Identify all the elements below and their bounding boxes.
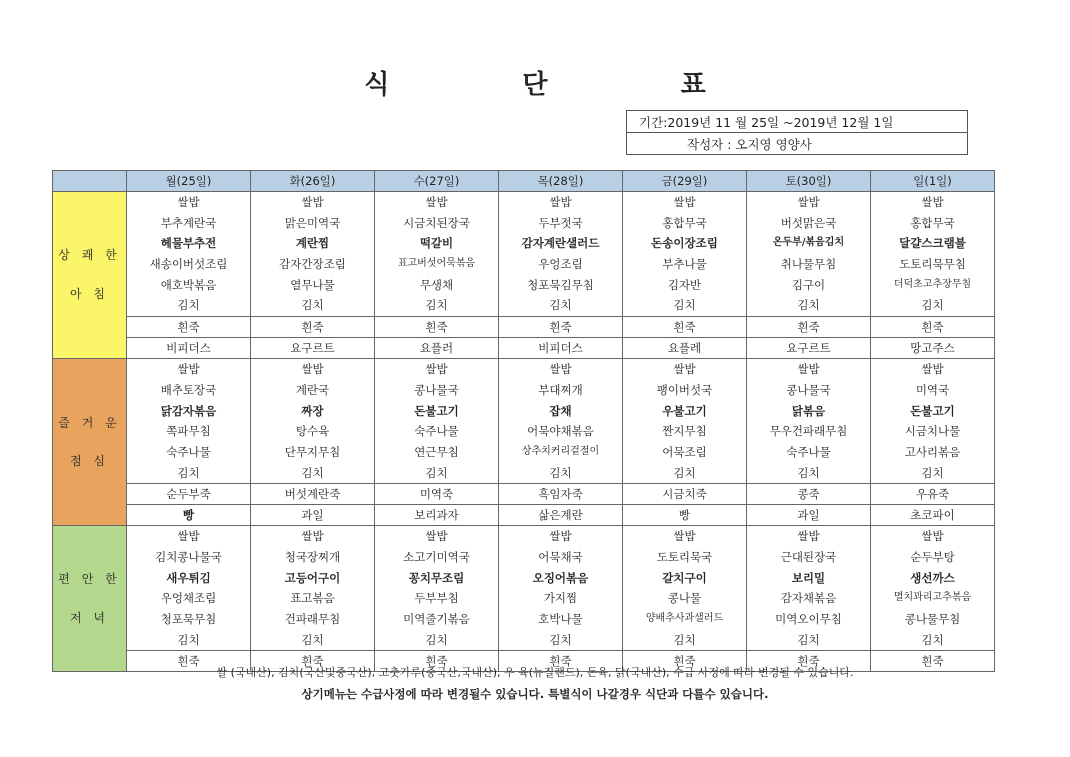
lunch-label-line1: 즐 거 운 [58,415,121,430]
porridge-cell: 우유죽 [871,484,995,505]
menu-cell [375,192,499,317]
menu-item: 근대된장국 [780,549,837,564]
menu-item: 쌀밥 [921,529,944,544]
dinner-label-line2: 저 녁 [70,610,109,625]
porridge-cell: 흰죽 [747,651,871,672]
menu-cell [747,526,871,651]
menu-item: 애호박볶음 [160,277,217,292]
menu-item: 쌀밥 [177,362,200,377]
menu-item: 고사리볶음 [904,444,961,459]
menu-item: 김치 [797,298,820,313]
extra-cell: 요구르트 [251,338,375,359]
author-text: 작성자 : 오지영 영양사 [627,133,968,155]
breakfast-extra-row [53,338,995,359]
menu-item: 김치 [549,632,572,647]
menu-item: 건파래무침 [284,612,341,626]
menu-item: 계란찜 [295,236,330,251]
menu-item: 돈불고기 [414,403,459,418]
menu-cell [499,192,623,317]
menu-item: 김치 [425,298,448,313]
menu-item: 꽁치무조림 [408,570,465,585]
menu-item: 미역줄기볶음 [403,612,470,626]
menu-item: 표고버섯어묵볶음 [397,258,476,270]
menu-cell [127,192,251,317]
menu-item: 김치 [549,298,572,313]
menu-item: 짠지무침 [662,424,707,439]
menu-item: 쌀밥 [797,195,820,209]
day-header: 금(29일) [623,171,747,192]
menu-cell [127,526,251,651]
menu-item: 쌀밥 [673,529,696,544]
porridge-cell: 흰죽 [871,651,995,672]
menu-item: 김치 [301,465,324,480]
menu-item: 김구이 [791,277,826,292]
menu-item: 김치 [921,465,944,480]
menu-item: 더덕초고추장무침 [893,278,972,290]
menu-item: 홍합무국 [662,215,707,230]
menu-cell [747,192,871,317]
menu-item: 김치 [921,298,944,313]
menu-item: 김치 [673,465,696,480]
menu-item: 돈송이장조림 [651,236,718,251]
menu-item: 김치 [301,632,324,647]
menu-item: 새우튀김 [166,570,211,585]
extra-cell: 삶은계란 [499,505,623,526]
porridge-cell: 흰죽 [251,651,375,672]
menu-cell [251,192,375,317]
menu-item: 콩나물국 [786,382,831,397]
info-box [626,110,968,155]
menu-item: 어묵조림 [662,444,707,459]
menu-item: 표고볶음 [290,591,335,606]
menu-item: 김치 [797,632,820,647]
menu-item: 오징어볶음 [532,570,589,585]
menu-item: 도토리묵무침 [899,257,966,272]
menu-cell [499,359,623,484]
menu-item: 생선까스 [910,570,955,585]
breakfast-porridge-row [53,317,995,338]
menu-item: 청포묵김무침 [527,277,594,292]
day-header: 목(28일) [499,171,623,192]
menu-item: 김치 [921,632,944,647]
menu-item: 쌀밥 [301,195,324,209]
day-header: 수(27일) [375,171,499,192]
menu-item: 김치 [673,632,696,647]
menu-item: 잡채 [549,403,572,418]
menu-item: 양배추사과샐러드 [645,613,724,624]
extra-cell: 요플러 [375,338,499,359]
menu-item: 계란국 [295,382,330,397]
menu-item: 배추토장국 [160,382,217,397]
menu-item: 쪽파무침 [166,424,211,439]
menu-item: 콩나물 [667,591,702,606]
menu-item: 가지찜 [543,591,578,606]
porridge-cell: 흰죽 [871,317,995,338]
menu-item: 쌀밥 [301,362,324,377]
menu-item: 쌀밥 [425,529,448,544]
menu-cell [499,526,623,651]
menu-item: 단무지무침 [284,444,341,459]
menu-item: 김치 [301,298,324,313]
menu-item: 도토리묵국 [656,549,713,564]
menu-item: 쌀밥 [549,195,572,209]
day-header: 화(26일) [251,171,375,192]
lunch-label-line2: 점 심 [70,454,109,469]
menu-item: 김치 [797,465,820,480]
menu-item: 쌀밥 [425,362,448,377]
corner-cell [53,171,127,192]
menu-item: 무생채 [419,277,454,292]
extra-cell: 비피더스 [127,338,251,359]
menu-item: 김자반 [667,277,702,292]
menu-item: 쌀밥 [177,195,200,209]
menu-item: 미역오이무침 [775,612,842,626]
day-header: 토(30일) [747,171,871,192]
menu-cell [251,359,375,484]
menu-item: 버섯맑은국 [780,215,837,230]
extra-cell: 과일 [747,505,871,526]
porridge-cell: 흰죽 [375,317,499,338]
menu-item: 미역국 [915,382,950,397]
day-header: 월(25일) [127,171,251,192]
menu-item: 두부젓국 [538,215,583,230]
extra-cell: 비피더스 [499,338,623,359]
extra-cell: 요플레 [623,338,747,359]
menu-item: 팽이버섯국 [656,382,713,397]
porridge-cell: 흑임자죽 [499,484,623,505]
menu-item: 달걀스크램블 [899,236,966,251]
period-text: 기간:2019년 11 월 25일 ~2019년 12월 1일 [627,111,968,133]
menu-item: 감자채볶음 [780,591,837,606]
menu-item: 짜장 [301,403,324,418]
menu-item: 무우건파래무침 [769,424,848,439]
menu-item: 어묵채국 [538,549,583,564]
menu-item: 김치 [177,465,200,480]
dinner-label-line1: 편 안 한 [58,572,121,587]
menu-cell [871,526,995,651]
menu-item: 쌀밥 [301,529,324,544]
menu-item: 새송이버섯조림 [149,257,228,272]
menu-item: 보리밀 [791,570,826,585]
porridge-cell: 흰죽 [251,317,375,338]
menu-item: 어묵야채볶음 [527,424,594,439]
origin-note: 쌀 (국내산), 김치(국산및중국산), 고춧가루(중국산,국내산), 우 육(뉴질랜드), 돈육, 닭(국내산), 수급 사정에 따라 변경될 수 있습니다. [216,666,854,679]
porridge-cell: 흰죽 [747,317,871,338]
menu-item: 시금치된장국 [403,215,470,230]
extra-cell: 빵 [127,505,251,526]
menu-item: 우엉조림 [538,257,583,272]
menu-item: 쌀밥 [797,362,820,377]
menu-item: 열무나물 [290,277,335,292]
lunch-menu-row [53,359,995,484]
menu-item: 부대찌개 [538,382,583,397]
lunch-label-cell [53,359,127,526]
menu-item: 취나물무침 [780,257,837,272]
porridge-cell: 순두부죽 [127,484,251,505]
menu-item: 닭볶음 [791,403,826,418]
porridge-cell: 흰죽 [499,317,623,338]
breakfast-label-line2: 아 침 [70,287,109,302]
menu-item: 김치 [425,465,448,480]
lunch-porridge-row [53,484,995,505]
menu-item: 우불고기 [662,403,707,418]
menu-item: 멸치꽈리고추볶음 [893,592,972,604]
menu-item: 쌀밥 [921,195,944,209]
menu-item: 우엉채조림 [160,591,217,606]
menu-item: 시금치나물 [904,424,961,439]
menu-item: 숙주나물 [786,444,831,459]
menu-cell [871,192,995,317]
change-notice: 상기메뉴는 수급사정에 따라 변경될수 있습니다. 특별식이 나갈경우 식단과 다를수 있습니다. [301,687,769,701]
porridge-cell: 시금치죽 [623,484,747,505]
menu-item: 쌀밥 [921,362,944,377]
menu-item: 감자간장조림 [279,257,346,272]
menu-cell [375,526,499,651]
menu-cell [747,359,871,484]
menu-item: 콩나물국 [414,382,459,397]
menu-item: 연근무침 [414,444,459,459]
menu-item: 쌀밥 [673,195,696,209]
menu-item: 호박나물 [538,612,583,626]
menu-item: 소고기미역국 [403,549,470,564]
menu-item: 떡갈비 [419,236,454,251]
porridge-cell: 흰죽 [127,317,251,338]
menu-item: 닭감자볶음 [160,403,217,418]
extra-cell: 과일 [251,505,375,526]
menu-item: 상추치커리겉절이 [521,445,600,457]
extra-cell: 보리과자 [375,505,499,526]
menu-item: 숙주나물 [414,424,459,439]
menu-item: 쌀밥 [797,529,820,544]
menu-item: 쌀밥 [549,529,572,544]
menu-item: 김치 [549,465,572,480]
menu-cell [623,359,747,484]
meal-table [52,170,995,672]
menu-item: 부추나물 [662,257,707,272]
menu-item: 쌀밥 [673,362,696,377]
porridge-cell: 흰죽 [623,317,747,338]
dinner-label-cell [53,526,127,672]
menu-item: 순두부탕 [910,549,955,564]
menu-item: 김치 [673,298,696,313]
menu-item: 두부부침 [414,591,459,606]
menu-item: 숙주나물 [166,444,211,459]
menu-cell [623,526,747,651]
menu-item: 헤물부추전 [160,236,217,251]
menu-item: 탕수육 [295,424,330,439]
dinner-menu-row [53,526,995,651]
porridge-cell: 흰죽 [623,651,747,672]
menu-cell [871,359,995,484]
menu-item: 쌀밥 [549,362,572,377]
menu-item: 감자계란샐러드 [521,236,600,251]
lunch-extra-row [53,505,995,526]
porridge-cell: 콩죽 [747,484,871,505]
menu-item: 청포묵무침 [160,612,217,626]
menu-item: 쌀밥 [425,195,448,209]
menu-item: 돈불고기 [910,403,955,418]
menu-item: 김치 [177,298,200,313]
breakfast-menu-row [53,192,995,317]
menu-item: 콩나물무침 [904,612,961,626]
menu-item: 갈치구이 [662,570,707,585]
day-header-row [53,171,995,192]
menu-item: 청국장찌개 [284,549,341,564]
breakfast-label-cell [53,192,127,359]
menu-item: 홍합무국 [910,215,955,230]
porridge-cell: 흰죽 [375,651,499,672]
menu-cell [375,359,499,484]
menu-item: 김치 [425,632,448,647]
porridge-cell: 흰죽 [127,651,251,672]
menu-cell [127,359,251,484]
porridge-cell: 미역죽 [375,484,499,505]
menu-item: 쌀밥 [177,529,200,544]
menu-item: 부추계란국 [160,215,217,230]
extra-cell: 요구르트 [747,338,871,359]
menu-item: 김치콩나물국 [155,549,222,564]
breakfast-label-line1: 상 쾌 한 [58,248,121,263]
menu-cell [623,192,747,317]
menu-item: 고등어구이 [284,570,341,585]
porridge-cell: 흰죽 [499,651,623,672]
page-title: 식 단 표 [364,70,768,100]
menu-item: 맑은미역국 [284,215,341,230]
porridge-cell: 버섯계란죽 [251,484,375,505]
day-header: 일(1일) [871,171,995,192]
menu-item: 김치 [177,632,200,647]
menu-item: 온두부/볶음김치 [772,237,845,249]
menu-cell [251,526,375,651]
extra-cell: 초코파이 [871,505,995,526]
extra-cell: 망고주스 [871,338,995,359]
extra-cell: 빵 [623,505,747,526]
